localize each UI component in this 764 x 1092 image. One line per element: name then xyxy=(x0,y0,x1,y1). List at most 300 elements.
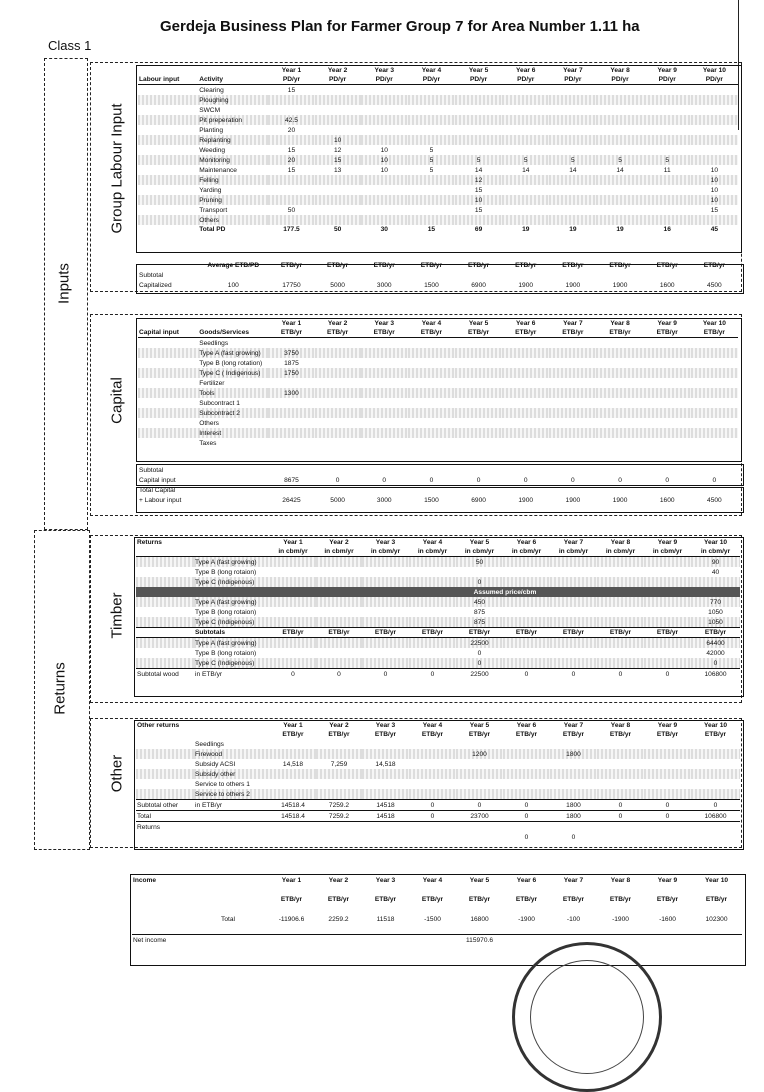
cell xyxy=(361,465,408,475)
cell xyxy=(408,175,455,185)
table-row xyxy=(138,398,738,408)
cell xyxy=(408,125,455,135)
cell: 19 xyxy=(569,226,577,233)
cell: Replanting xyxy=(198,135,268,145)
cell xyxy=(316,749,362,759)
cell xyxy=(644,438,691,448)
cell: ETB/yr xyxy=(609,896,632,903)
cell xyxy=(270,658,316,669)
cell xyxy=(409,617,456,628)
cell: 11 xyxy=(663,166,671,174)
cell: Year 1 xyxy=(283,722,303,729)
cell: 5000 xyxy=(330,496,345,504)
cell xyxy=(644,567,691,577)
table-row xyxy=(136,749,740,759)
cell xyxy=(502,105,549,115)
cell xyxy=(268,95,314,105)
cell: ETB/yr xyxy=(515,896,538,903)
cell xyxy=(138,175,198,185)
cell xyxy=(361,418,408,428)
cell xyxy=(315,485,361,495)
cell xyxy=(188,876,268,885)
cell xyxy=(270,597,316,607)
cell: Seedlings xyxy=(195,740,224,748)
cell xyxy=(550,789,597,800)
cell: ETB/yr xyxy=(609,731,632,738)
header-row xyxy=(138,328,738,338)
cell: in cbm/yr xyxy=(691,547,740,557)
cell xyxy=(644,378,691,388)
cell xyxy=(316,638,362,649)
cell xyxy=(502,125,549,135)
cell xyxy=(138,195,198,205)
cell xyxy=(644,418,691,428)
cell: 17750 xyxy=(282,281,301,289)
cell xyxy=(549,348,596,358)
cell xyxy=(597,749,644,759)
cell xyxy=(194,721,270,730)
cell xyxy=(315,438,361,448)
cell xyxy=(361,398,408,408)
cell: 14 xyxy=(474,166,483,174)
cell: -11906.6 xyxy=(278,915,305,923)
cell xyxy=(691,438,738,448)
cell xyxy=(315,85,361,96)
cell xyxy=(409,885,456,895)
cell xyxy=(503,822,550,833)
cell: 0 xyxy=(503,811,550,822)
cell: Year 10 xyxy=(702,320,726,327)
cell: Year 2 xyxy=(329,539,349,546)
cell xyxy=(409,904,456,914)
cell: Capitalized xyxy=(139,281,172,289)
cell xyxy=(194,811,270,822)
cell xyxy=(549,145,596,155)
table-row xyxy=(138,358,738,368)
cell xyxy=(268,398,314,408)
cell: 64400 xyxy=(691,638,740,649)
cell: 1500 xyxy=(424,281,439,289)
cell xyxy=(596,388,643,398)
cell xyxy=(550,638,597,649)
cell xyxy=(456,759,503,769)
cell xyxy=(456,789,503,800)
cell: 1600 xyxy=(659,496,675,504)
cell xyxy=(315,398,361,408)
cell xyxy=(270,769,316,779)
capital-subtotal-table xyxy=(138,465,738,505)
cell xyxy=(549,195,596,205)
cell xyxy=(138,338,198,349)
cell xyxy=(691,135,738,145)
cell: 1800 xyxy=(550,811,597,822)
cell: Type A (fast growing) xyxy=(198,348,268,358)
cell: ETB/yr xyxy=(409,628,456,638)
cell xyxy=(361,408,408,418)
cell: 0 xyxy=(644,811,691,822)
cell: ETB/yr xyxy=(644,628,691,638)
cell: 10 xyxy=(380,166,388,174)
cell xyxy=(597,597,644,607)
cell xyxy=(138,115,198,125)
cell xyxy=(503,739,550,749)
cell xyxy=(549,338,596,349)
cell xyxy=(691,428,738,438)
table-row xyxy=(138,348,738,358)
cell: Transport xyxy=(199,206,228,214)
cell xyxy=(362,658,409,669)
cell xyxy=(456,567,503,577)
cell: 3000 xyxy=(376,496,392,504)
cell: 0 xyxy=(691,800,740,811)
cell: 4500 xyxy=(707,496,722,504)
cell: Year 4 xyxy=(421,67,442,74)
cell: 14,518 xyxy=(282,760,304,768)
cell xyxy=(691,904,742,914)
cell: PD/yr xyxy=(268,75,314,85)
cell xyxy=(268,175,314,185)
cell xyxy=(268,885,315,895)
cell: 0 xyxy=(597,811,644,822)
cell: Type C ( Indigenous) xyxy=(198,368,268,378)
cell xyxy=(691,485,738,495)
cell xyxy=(188,885,268,895)
cell xyxy=(691,368,738,378)
cell xyxy=(691,749,740,759)
cell: 22500 xyxy=(456,669,503,680)
cell: Year 6 xyxy=(516,67,536,74)
cell xyxy=(136,739,194,749)
cell xyxy=(362,935,409,946)
cell: ETB/yr xyxy=(467,262,490,269)
cell xyxy=(409,822,456,833)
cell xyxy=(691,418,738,428)
cell: 1200 xyxy=(456,749,503,759)
cell: 15 xyxy=(287,166,296,174)
cell xyxy=(408,115,455,125)
cell xyxy=(136,628,194,638)
cell: ETB/yr xyxy=(550,628,597,638)
cell xyxy=(138,438,198,448)
cell: Weeding xyxy=(199,146,226,154)
cell: Year 10 xyxy=(704,877,729,884)
cell: 0 xyxy=(456,800,503,811)
cell xyxy=(408,105,455,115)
cell xyxy=(596,145,643,155)
cell xyxy=(597,638,644,649)
cell: ETB/yr xyxy=(503,628,550,638)
cell: 40 xyxy=(711,568,720,576)
cell xyxy=(315,185,361,195)
cell xyxy=(596,175,643,185)
cell xyxy=(549,125,596,135)
cell xyxy=(549,205,596,215)
table-row xyxy=(138,280,738,290)
cell xyxy=(408,418,455,428)
cell: Seedlings xyxy=(199,339,229,347)
cell xyxy=(456,779,503,789)
cell xyxy=(644,749,691,759)
cell xyxy=(138,368,198,378)
cell xyxy=(549,185,596,195)
cell xyxy=(194,547,270,557)
cell xyxy=(315,428,361,438)
cell xyxy=(456,739,503,749)
cell xyxy=(409,832,456,842)
cell xyxy=(691,789,740,800)
cell xyxy=(503,607,550,617)
cell xyxy=(136,789,194,800)
cell xyxy=(691,465,738,475)
cell xyxy=(455,338,502,349)
cell xyxy=(316,789,362,800)
cell: Subcontract 2 xyxy=(198,408,268,418)
cell xyxy=(503,648,550,658)
cell xyxy=(132,904,188,914)
cell xyxy=(503,759,550,769)
cell: ETB/yr xyxy=(703,262,726,269)
table-row xyxy=(138,338,738,349)
cell xyxy=(644,638,691,649)
cell: Year 9 xyxy=(657,67,677,74)
cell: 115970.6 xyxy=(456,935,503,946)
cell: ETB/yr xyxy=(316,628,362,638)
cell: 15 xyxy=(427,226,436,233)
cell xyxy=(691,358,738,368)
table-row xyxy=(138,115,738,125)
cell: 15 xyxy=(474,206,483,214)
cell xyxy=(503,904,550,914)
cell: ETB/yr xyxy=(328,731,350,738)
cell xyxy=(136,577,194,587)
cell xyxy=(362,822,409,833)
cell: 0 xyxy=(456,658,503,669)
cell xyxy=(315,368,361,378)
cell xyxy=(502,358,549,368)
cell xyxy=(268,408,314,418)
cell xyxy=(198,495,268,505)
cell xyxy=(316,577,362,587)
cell xyxy=(316,617,362,628)
cell xyxy=(644,607,691,617)
cell: Year 5 xyxy=(469,722,490,729)
cell xyxy=(691,822,740,833)
cell xyxy=(691,779,740,789)
cell xyxy=(597,822,644,833)
cell xyxy=(597,739,644,749)
cell xyxy=(268,904,315,914)
cell: Pruning xyxy=(198,195,268,205)
official-stamp-inner xyxy=(530,960,644,1074)
cell: 19 xyxy=(616,226,624,233)
cell xyxy=(361,438,408,448)
cell xyxy=(455,438,502,448)
cell xyxy=(315,378,361,388)
cell xyxy=(409,759,456,769)
cell: Year 1 xyxy=(281,877,302,884)
cell: ETB/yr xyxy=(691,328,738,338)
cell: 7259.2 xyxy=(316,811,362,822)
cell xyxy=(550,597,597,607)
cell xyxy=(268,185,314,195)
cell: 1050 xyxy=(708,608,723,616)
cell xyxy=(315,348,361,358)
cell: 0 xyxy=(477,649,482,657)
cell xyxy=(138,225,198,234)
cell: ETB/yr xyxy=(374,731,397,738)
cell: Year 7 xyxy=(563,539,584,546)
cell: 20 xyxy=(268,155,314,165)
cell xyxy=(455,125,502,135)
cell: Year 3 xyxy=(374,320,394,327)
cell: Capital input xyxy=(139,476,176,484)
spacer-row xyxy=(132,885,742,895)
cell xyxy=(138,378,198,388)
labour-subtotal-table xyxy=(138,261,738,290)
cell xyxy=(362,832,409,842)
cell: ETB/yr xyxy=(455,328,502,338)
cell xyxy=(691,115,738,125)
cell: 177.5 xyxy=(283,226,300,233)
cell: ETB/yr xyxy=(549,328,596,338)
cell xyxy=(502,398,549,408)
cell xyxy=(502,378,549,388)
cell: ETB/yr xyxy=(562,731,585,738)
cell xyxy=(644,769,691,779)
cell xyxy=(198,270,268,280)
cell xyxy=(316,739,362,749)
cell: ETB/yr xyxy=(515,262,537,269)
cell: Year 8 xyxy=(610,539,631,546)
cell xyxy=(132,895,188,904)
cell: + Labour input xyxy=(139,496,182,504)
cell xyxy=(503,638,550,649)
cell: Year 6 xyxy=(516,877,537,884)
returns-label: Returns xyxy=(51,662,69,715)
cell xyxy=(691,398,738,408)
cell: 10 xyxy=(691,175,738,185)
cell xyxy=(502,95,549,105)
cell xyxy=(270,789,316,800)
cell: Felling xyxy=(198,175,268,185)
cell: PD/yr xyxy=(596,75,643,85)
cell xyxy=(362,648,409,658)
cell xyxy=(503,617,550,628)
table-row xyxy=(136,811,740,822)
cell: ETB/yr xyxy=(515,731,538,738)
cell xyxy=(361,485,408,495)
cell xyxy=(138,319,198,328)
table-row xyxy=(136,577,740,587)
cell xyxy=(408,398,455,408)
cell xyxy=(361,270,408,280)
cell: -1500 xyxy=(424,915,441,923)
table-row xyxy=(136,567,740,577)
table-row xyxy=(138,485,738,495)
table-row xyxy=(138,495,738,505)
cell: 15 xyxy=(287,146,296,154)
cell: Year 6 xyxy=(516,722,537,729)
cell: Year 6 xyxy=(516,539,537,546)
cell xyxy=(597,658,644,669)
cell: ETB/yr xyxy=(268,328,314,338)
cell xyxy=(691,935,742,946)
table-row xyxy=(136,607,740,617)
cell: 10 xyxy=(380,146,388,154)
cell: ETB/yr xyxy=(656,262,678,269)
cell xyxy=(502,145,549,155)
cell: PD/yr xyxy=(502,75,549,85)
cell xyxy=(644,485,691,495)
cell xyxy=(597,832,644,842)
cell: Subtotal wood xyxy=(136,669,194,680)
other-table xyxy=(136,721,740,842)
cell xyxy=(596,195,643,205)
cell xyxy=(138,185,198,195)
cell xyxy=(316,607,362,617)
cell xyxy=(455,408,502,418)
cell: Type C (Indigenous) xyxy=(194,617,270,628)
cell: 10 xyxy=(691,195,738,205)
cell: Firewood xyxy=(194,749,270,759)
cell: 1900 xyxy=(612,496,628,504)
table-row xyxy=(138,205,738,215)
cell xyxy=(409,779,456,789)
cell: 26425 xyxy=(282,496,301,504)
cell: in cbm/yr xyxy=(550,547,597,557)
cell: Others xyxy=(198,215,268,225)
cell xyxy=(315,408,361,418)
cell xyxy=(596,408,643,418)
cell xyxy=(502,205,549,215)
cell: 5000 xyxy=(330,281,345,289)
table-row xyxy=(132,914,742,924)
table-row xyxy=(138,428,738,438)
table-row xyxy=(136,822,740,833)
cell: PD/yr xyxy=(408,75,455,85)
cell xyxy=(596,418,643,428)
cell: Subsidy other xyxy=(194,769,270,779)
cell: 0 xyxy=(503,800,550,811)
cell xyxy=(550,759,597,769)
cell xyxy=(644,597,691,607)
cell: Year 9 xyxy=(657,320,677,327)
cell: PD/yr xyxy=(644,75,691,85)
cell xyxy=(194,587,270,597)
table-row xyxy=(136,832,740,842)
cell xyxy=(644,145,691,155)
header-row xyxy=(136,730,740,739)
cell xyxy=(136,730,194,739)
cell xyxy=(361,215,408,225)
cell xyxy=(549,465,596,475)
cell: 0 xyxy=(456,577,503,587)
cell: Year 1 xyxy=(281,67,302,74)
cell: ETB/yr xyxy=(656,731,679,738)
cell xyxy=(644,185,691,195)
cell: in cbm/yr xyxy=(456,547,503,557)
header-row xyxy=(138,75,738,85)
cell xyxy=(644,195,691,205)
cell: 0 xyxy=(644,669,691,680)
cell: 4500 xyxy=(707,281,722,289)
cell: ETB/yr xyxy=(280,896,303,903)
cell xyxy=(362,638,409,649)
cell xyxy=(315,105,361,115)
cell: 875 xyxy=(456,617,503,628)
cell xyxy=(268,438,314,448)
cell: -1600 xyxy=(659,915,676,923)
